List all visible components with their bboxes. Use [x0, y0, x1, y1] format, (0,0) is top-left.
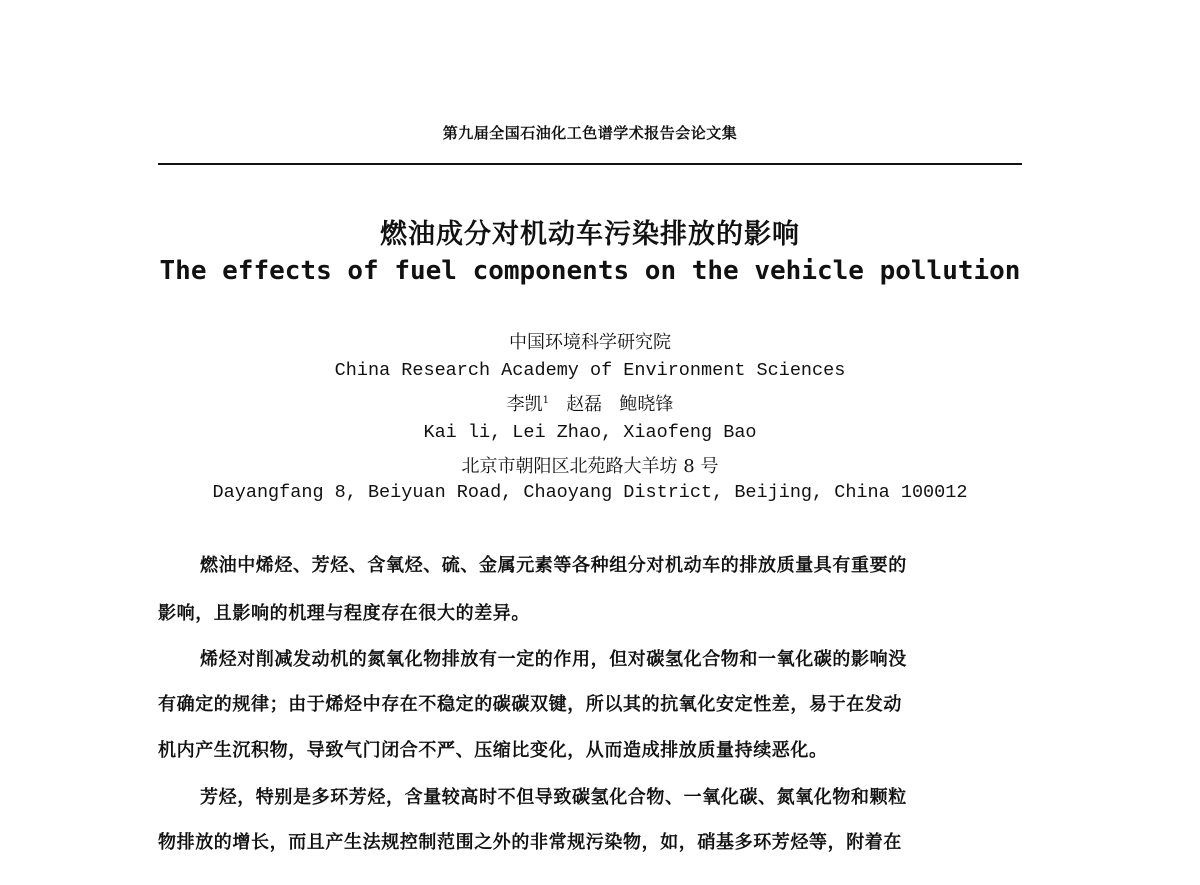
paragraph-2-line-1: 烯烃对削减发动机的氮氧化物排放有一定的作用，但对碳氢化合物和一氧化碳的影响没: [200, 649, 907, 670]
authors-english: Kai li, Lei Zhao, Xiaofeng Bao: [423, 422, 757, 443]
paragraph-2-line-2: 有确定的规律；由于烯烃中存在不稳定的碳碳双键，所以其的抗氧化安定性差，易于在发动: [158, 694, 902, 715]
header-rule: [158, 163, 1022, 165]
title-chinese: 燃油成分对机动车污染排放的影响: [380, 219, 800, 250]
running-header: 第九届全国石油化工色谱学术报告会论文集: [442, 124, 738, 142]
paragraph-2-line-3: 机内产生沉积物，导致气门闭合不严、压缩比变化，从而造成排放质量持续恶化。: [158, 740, 828, 761]
paragraph-3-line-1: 芳烃，特别是多环芳烃，含量较高时不但导致碳氢化合物、一氧化碳、氮氧化物和颗粒: [200, 787, 907, 808]
paragraph-3-line-2: 物排放的增长，而且产生法规控制范围之外的非常规污染物，如，硝基多环芳烃等，附着在: [158, 832, 902, 853]
author-2-name: 赵磊: [566, 394, 603, 415]
author-1-footnote-mark: 1: [542, 395, 550, 406]
paragraph-1-line-2: 影响，且影响的机理与程度存在很大的差异。: [158, 603, 530, 624]
title-english: The effects of fuel components on the vehicle pollution: [159, 256, 1021, 286]
address-chinese: 北京市朝阳区北苑路大羊坊 8 号: [461, 456, 719, 477]
authors-chinese: [100, 390, 1080, 416]
author-1-name: 李凯: [506, 394, 543, 415]
address-english: Dayangfang 8, Beiyuan Road, Chaoyang District, Beijing, China 100012: [212, 482, 968, 503]
institute-chinese: 中国环境科学研究院: [509, 332, 671, 353]
institute-english: China Research Academy of Environment Sciences: [334, 360, 846, 381]
author-3-name: 鲍晓锋: [619, 394, 674, 415]
paragraph-1-line-1: 燃油中烯烃、芳烃、含氧烃、硫、金属元素等各种组分对机动车的排放质量具有重要的: [200, 555, 907, 576]
